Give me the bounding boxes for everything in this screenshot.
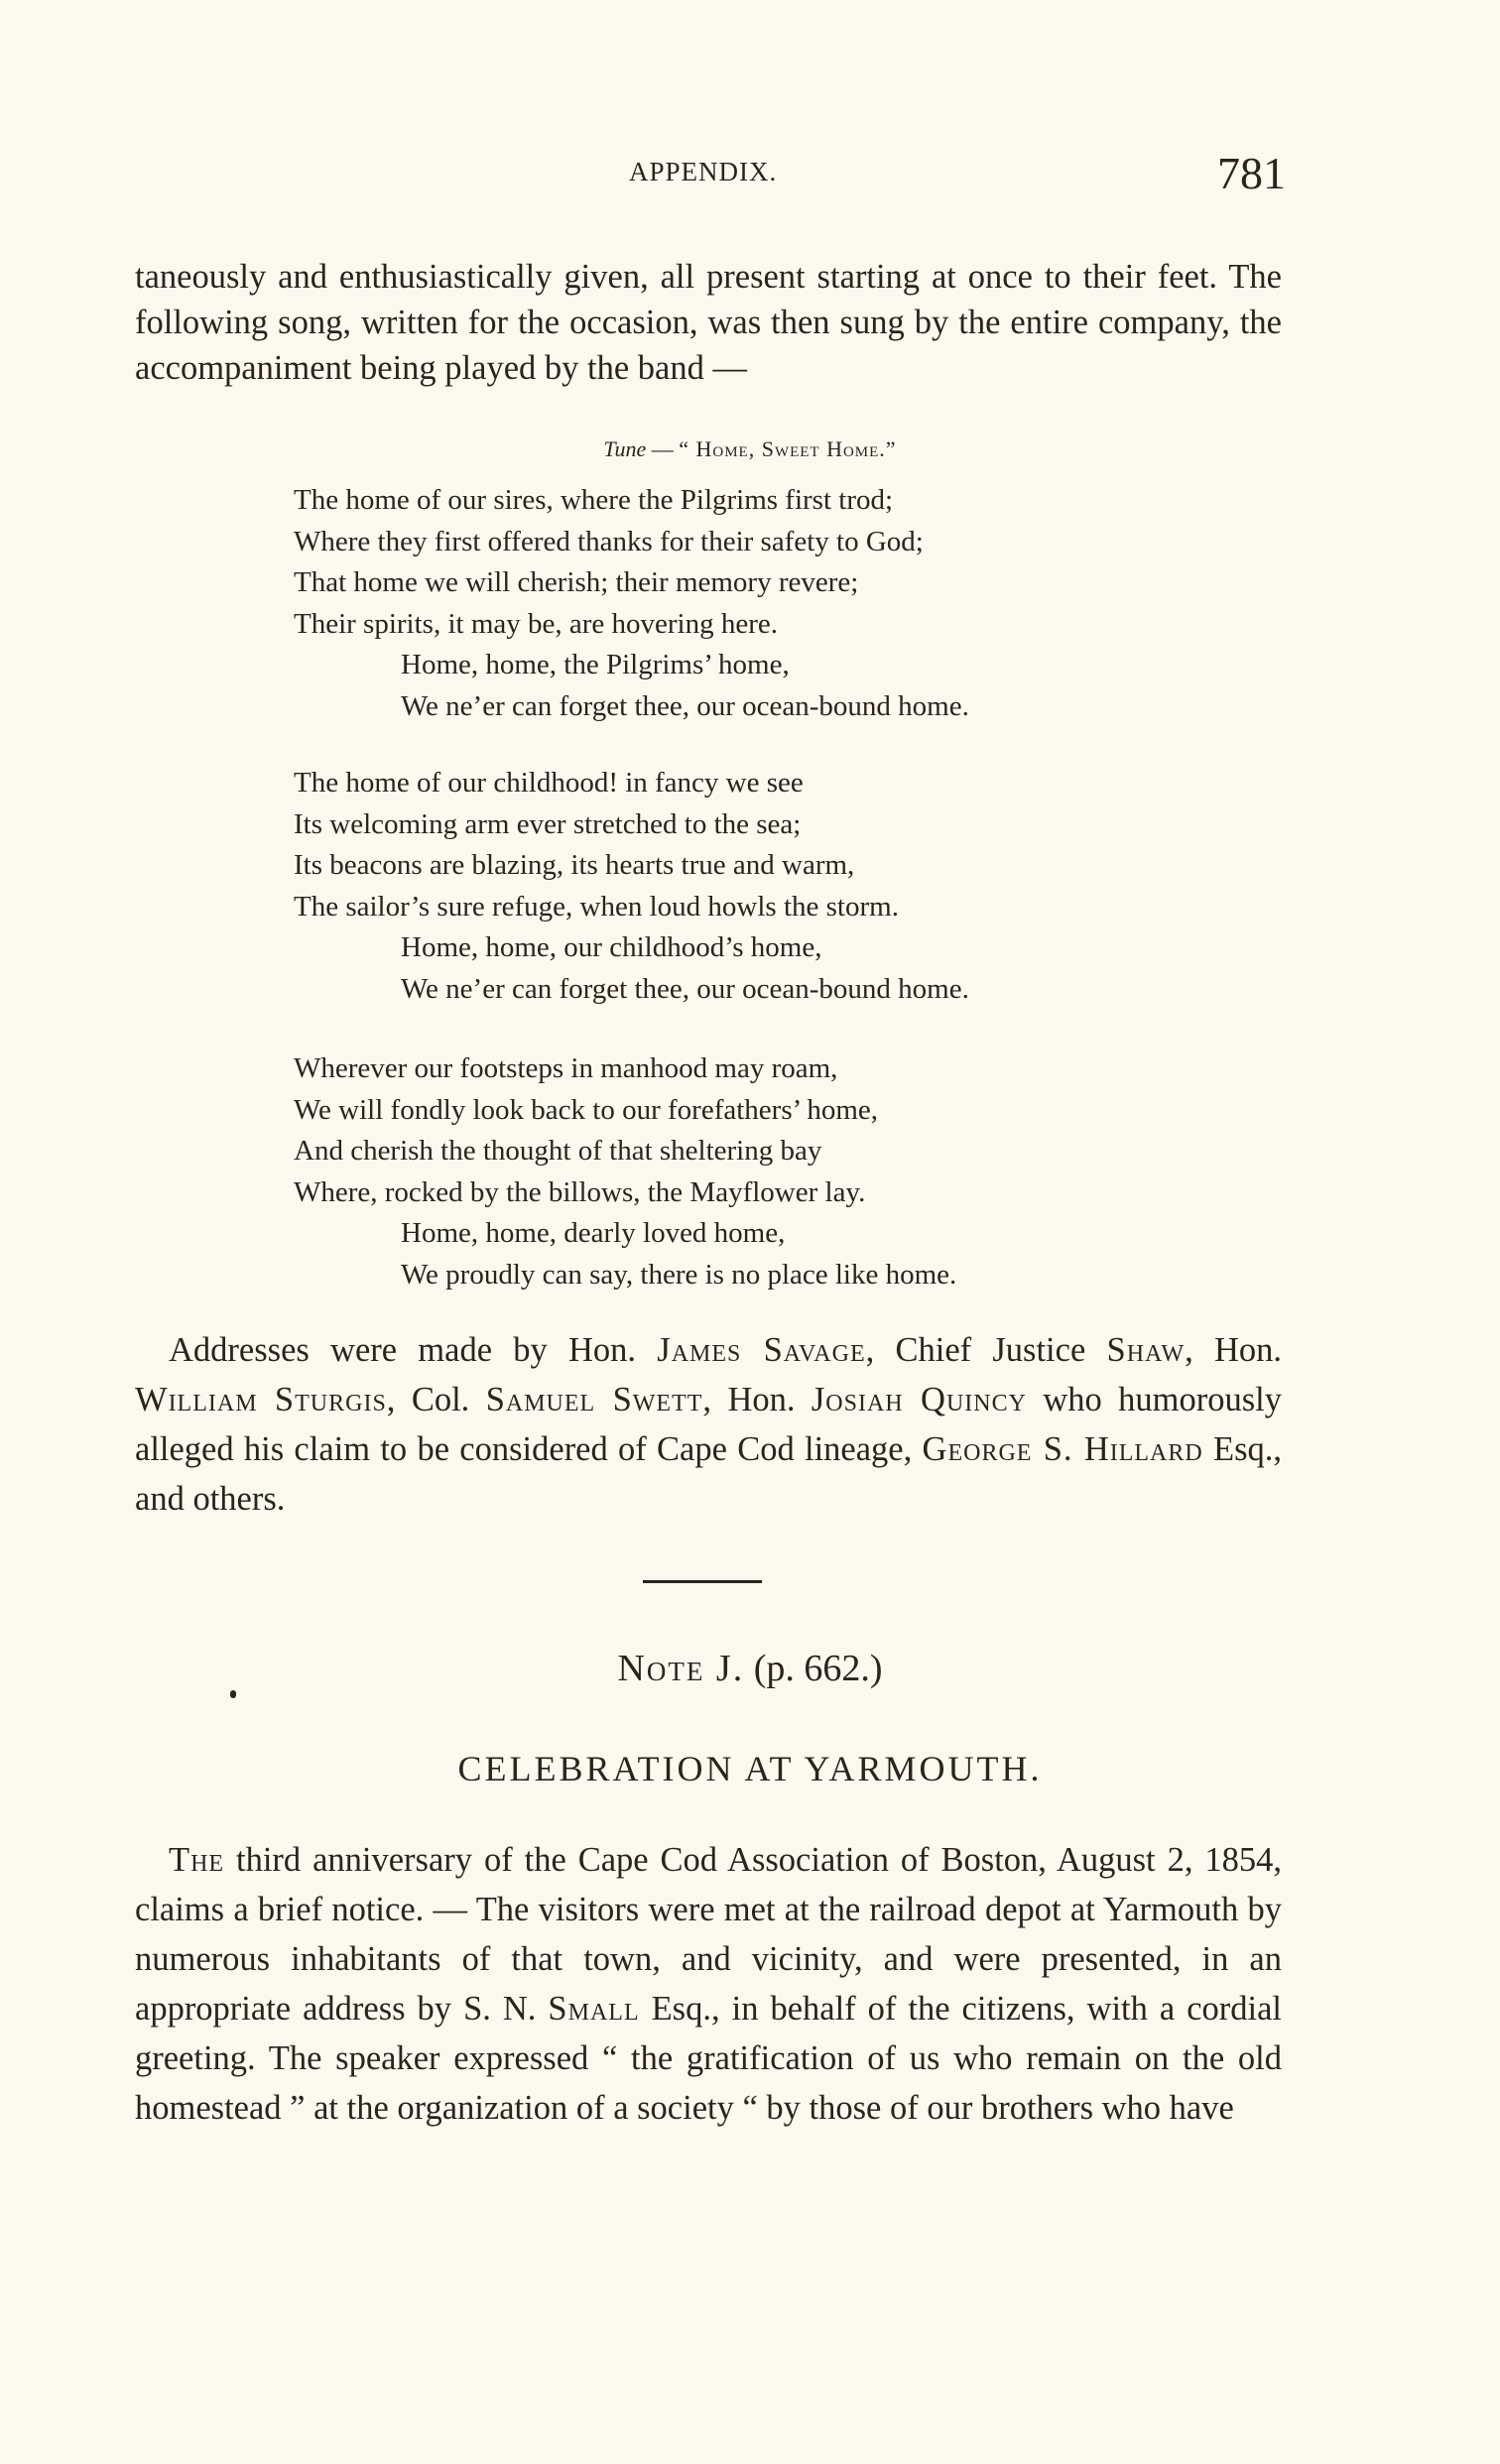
verse-line: The home of our childhood! in fancy we see	[294, 767, 804, 799]
stanza-1	[294, 480, 1246, 727]
lead-word: The	[169, 1841, 225, 1879]
section-title: CELEBRATION AT YARMOUTH.	[457, 1749, 1043, 1788]
refrain-line: Home, home, the Pilgrims’ home,	[401, 649, 790, 680]
person-name: George S. Hillard	[922, 1430, 1203, 1468]
refrain-line: We proudly can say, there is no place like home.	[401, 1258, 957, 1291]
addresses-text: , Chief Justice	[865, 1331, 1107, 1369]
section-divider	[643, 1580, 762, 1583]
verse-line: The home of our sires, where the Pilgrims first trod;	[294, 484, 894, 516]
addresses-text: , Col.	[386, 1381, 486, 1418]
note-heading	[0, 1647, 1500, 1690]
verse-line: Its beacons are blazing, its hearts true and warm,	[294, 849, 855, 881]
verse-line: That home we will cherish; their memory revere;	[294, 566, 859, 598]
yarmouth-text: Esq., in behalf of the citizens, with a cordial greeting. The speaker expressed “ the gratification of us who remain on the old homestead ” at the organization of a society “ by those of our brothers who have	[135, 1990, 1282, 2127]
refrain-line: Home, home, our childhood’s home,	[401, 931, 822, 963]
verse-line: Wherever our footsteps in manhood may roam,	[294, 1052, 838, 1084]
addresses-text: , Hon.	[702, 1381, 812, 1418]
person-name: Samuel Swett	[485, 1381, 703, 1418]
verse-line: Its welcoming arm ever stretched to the sea;	[294, 807, 802, 840]
tune-label: Tune	[603, 436, 647, 461]
note-label: Note J.	[617, 1648, 745, 1689]
running-head	[0, 147, 1500, 206]
verse-line: We will fondly look back to our forefathers’ home,	[294, 1093, 879, 1126]
addresses-paragraph	[135, 1325, 1282, 1524]
stanza-3	[294, 1048, 1246, 1295]
person-name: Josiah Quincy	[811, 1381, 1027, 1418]
page-number: 781	[1217, 148, 1286, 198]
intro-text: taneously and enthusiastically given, all present starting at once to their feet. The following song, written for the occasion, was then sung by the entire company, the accompaniment being played by the band —	[135, 258, 1282, 387]
verse-line: And cherish the thought of that sheltering bay	[294, 1135, 822, 1167]
yarmouth-text: third anniversary of the Cape Cod Association of Boston, August 2, 1854, claims a brief notice. — The visitors were met at the railroad depot at Yarmouth by numerous inhabitants of that town, and vicinity, and were presented, in an appropriate address by S. N.	[135, 1841, 1282, 2028]
person-name: James Savage	[657, 1331, 866, 1369]
yarmouth-paragraph	[135, 1835, 1282, 2133]
refrain-line: Home, home, dearly loved home,	[401, 1217, 786, 1249]
addresses-text: Esq., and others.	[135, 1430, 1282, 1518]
person-name: William Sturgis	[135, 1381, 387, 1418]
verse-line: Where, rocked by the billows, the Mayflower lay.	[294, 1175, 866, 1208]
verse-line: Their spirits, it may be, are hovering here.	[294, 607, 779, 640]
stanza-2	[294, 763, 1246, 1010]
verse-line: The sailor’s sure refuge, when loud howls the storm.	[294, 890, 899, 923]
person-name: Shaw	[1106, 1331, 1186, 1369]
verse-line: Where they first offered thanks for their safety to God;	[294, 525, 924, 557]
tune-separator: —	[646, 436, 680, 461]
intro-paragraph	[135, 254, 1282, 391]
note-page-ref: (p. 662.)	[753, 1648, 883, 1689]
person-name: Small	[548, 1990, 640, 2028]
addresses-text: Addresses were made by Hon.	[169, 1331, 658, 1369]
addresses-text: , Hon.	[1185, 1331, 1283, 1369]
ink-dot	[230, 1690, 236, 1698]
addresses-text: who humorously alleged his claim to be considered of Cape Cod lineage,	[135, 1381, 1282, 1468]
refrain-line: We ne’er can forget thee, our ocean-bound home.	[401, 689, 969, 722]
tune-line	[0, 436, 1500, 462]
running-head-title: APPENDIX.	[629, 157, 778, 186]
refrain-line: We ne’er can forget thee, our ocean-bound home.	[401, 972, 969, 1005]
tune-title: “ Home, Sweet Home.”	[679, 436, 897, 461]
